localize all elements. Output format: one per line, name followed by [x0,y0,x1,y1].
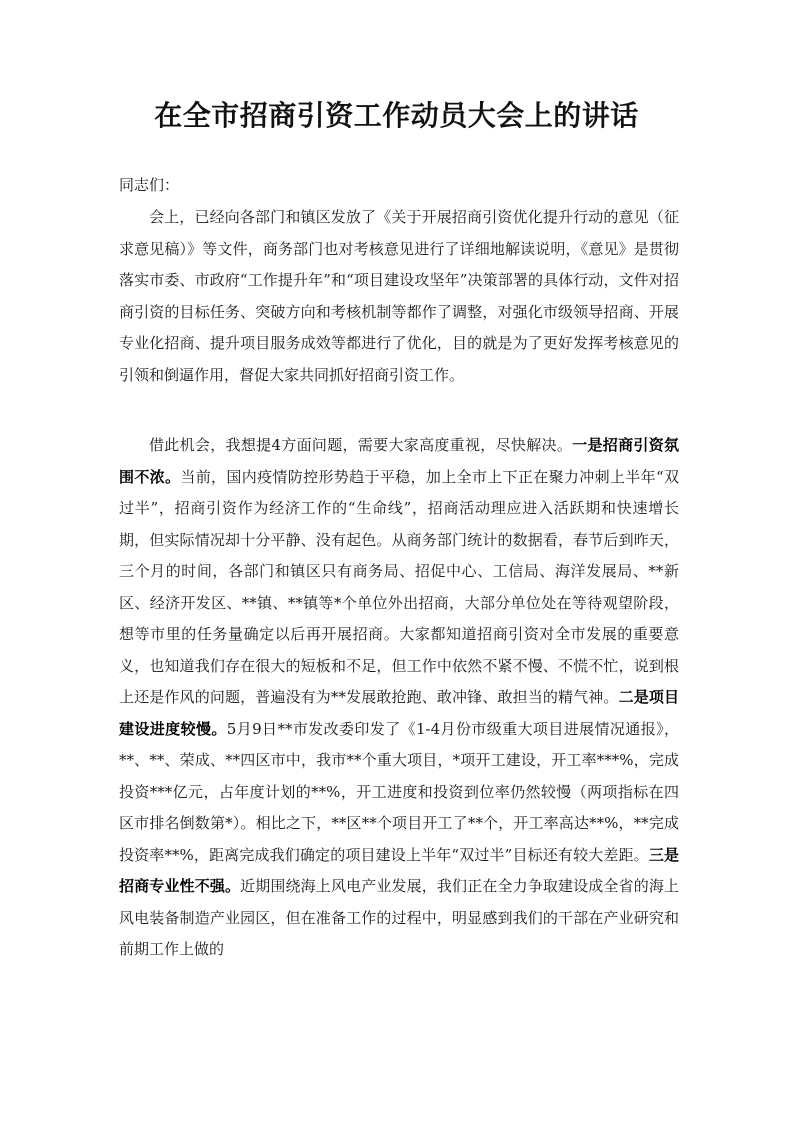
paragraph-1 [119,202,679,391]
point-1-heading: 一是招商引资氛围不浓。 [119,436,679,486]
point-1-text: 当前，国内疫情防控形势趋于平稳，加上全市上下正在聚力冲刺上半年“双过半”，招商引资作为经济工作的“生命线”，招商活动理应进入活跃期和快速增长期，但实际情况却十分平静、没有起色。从商务部门统计的数据看，春节后到昨天，三个月的时间，各部门和镇区只有商务局、招促中心、工信局、海洋发展局、**新区、经济开发区、**镇、**镇等*个单位外出招商，大部分单位处在等待观望阶段，想等市里的任务量确定以后再开展招商。大家都知道招商引资对全市发展的重要意义，也知道我们存在很大的短板和不足，但工作中依然不紧不慢、不慌不忙，说到根上还是作风的问题，普遍没有为**发展敢抢跑、敢冲锋、敢担当的精气神。 [119,467,679,706]
point-3-heading: 三是招商专业性不强。 [119,845,679,895]
document-title: 在全市招商引资工作动员大会上的讲话 [154,99,639,132]
salutation: 同志们： [119,176,180,194]
paragraph-2 [119,430,679,966]
paragraph-2-intro: 借此机会，我想提4方面问题，需要大家高度重视，尽快解决。 [149,436,573,454]
point-2-text: 5月9日**市发改委印发了《1-4月份市级重大项目进展情况通报》，**、**、荣成、**四区市中，我市**个重大项目，*项开工建设，开工率***%，完成投资***亿元，占年度计划的**%，开工进度和投资到位率仍然较慢（两项指标在四区市排名倒数第*）。相比之下，**区**个项目开工了**个，开工率高达**%，**完成投资率**%，距离完成我们确定的项目建设上半年“双过半”目标还有较大差距。 [119,719,679,864]
point-3-text: 近期围绕海上风电产业发展，我们正在全力争取建设成全省的海上风电装备制造产业园区，但在准备工作的过程中，明显感到我们的干部在产业研究和前期工作上做的 [119,877,679,958]
paragraph-1-text: 会上，已经向各部门和镇区发放了《关于开展招商引资优化提升行动的意见（征求意见稿）》等文件，商务部门也对考核意见进行了详细地解读说明，《意见》是贯彻落实市委、市政府“工作提升年”和“项目建设攻坚年”决策部署的具体行动，文件对招商引资的目标任务、突破方向和考核机制等都作了调整，对强化市级领导招商、开展专业化招商、提升项目服务成效等都进行了优化，目的就是为了更好发挥考核意见的引领和倒逼作用，督促大家共同抓好招商引资工作。 [119,208,679,384]
point-2-heading: 二是项目建设进度较慢。 [119,688,679,738]
